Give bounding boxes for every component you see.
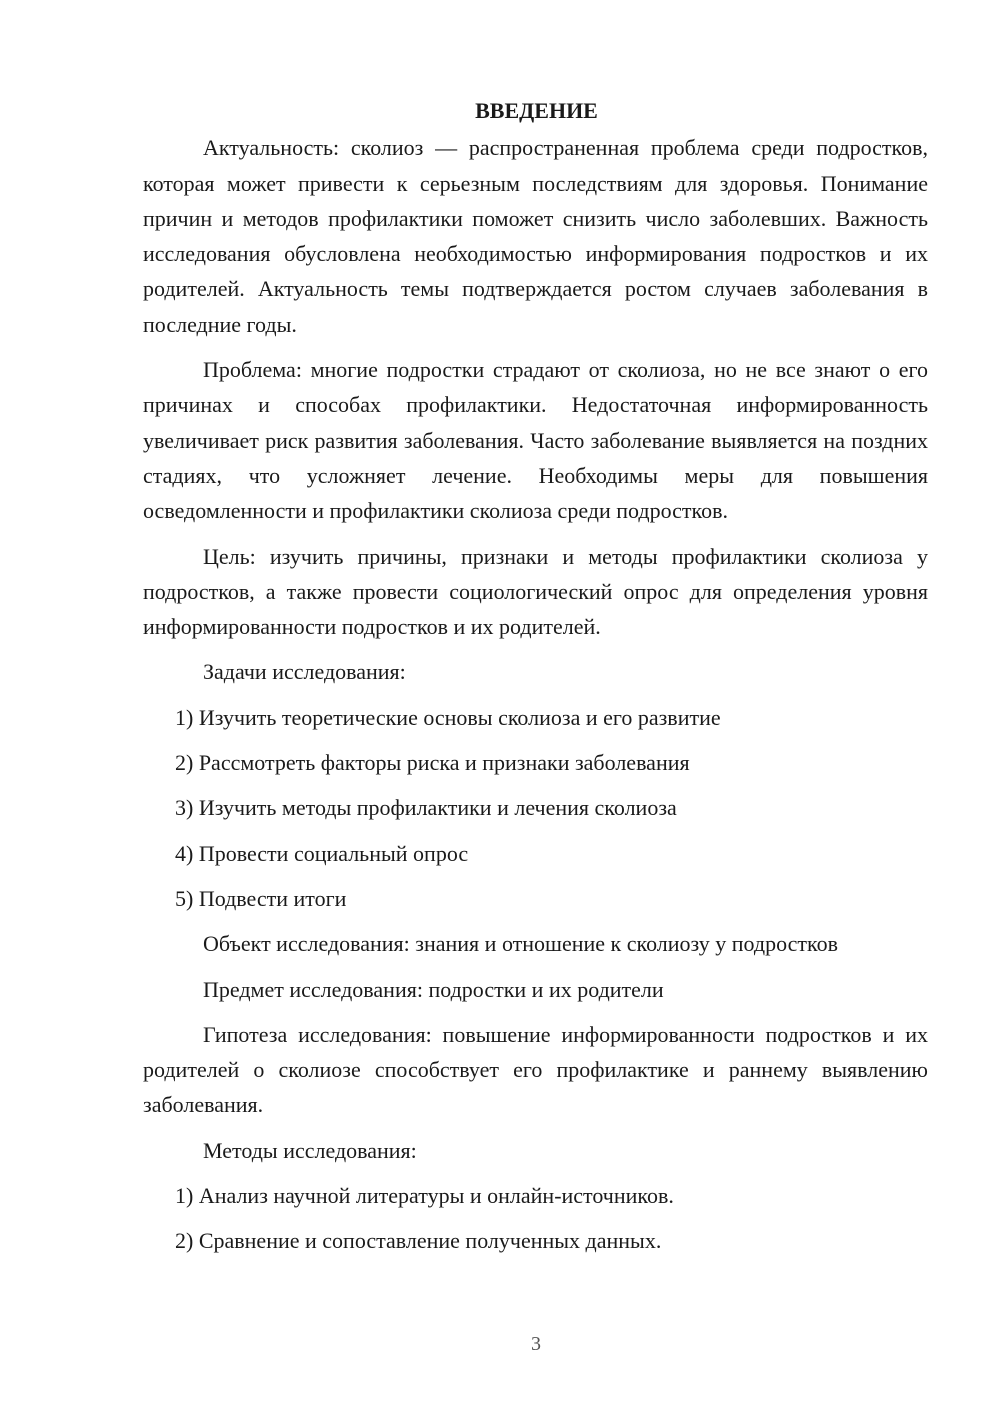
hypothesis-paragraph: Гипотеза исследования: повышение информированности подростков и их родителей о сколиозе способствует его профилактике и раннему выявлению заболевания. bbox=[143, 1021, 928, 1118]
method-item: 2) Сравнение и сопоставление полученных данных. bbox=[175, 1228, 662, 1254]
task-item: 1) Изучить теоретические основы сколиоза и его развитие bbox=[175, 704, 721, 730]
goal-paragraph: Цель: изучить причины, признаки и методы профилактики сколиоза у подростков, а также провести социологический опрос для определения уровня информированности подростков и их родителей. bbox=[143, 543, 928, 640]
problem-paragraph: Проблема: многие подростки страдают от сколиоза, но не все знают о его причинах и способах профилактики. Недостаточная информированность увеличивает риск развития заболевания. Часто заболевание выявляется на поздних стадиях, что усложняет лечение. Необходимы меры для повышения осведомленности и профилактики сколиоза среди подростков. bbox=[143, 357, 928, 524]
page-title: ВВЕДЕНИЕ bbox=[475, 98, 598, 123]
object-paragraph: Объект исследования: знания и отношение к сколиозу у подростков bbox=[203, 931, 838, 957]
task-item: 2) Рассмотреть факторы риска и признаки заболевания bbox=[175, 750, 690, 776]
task-item: 3) Изучить методы профилактики и лечения сколиоза bbox=[175, 795, 677, 821]
page-number: 3 bbox=[531, 1333, 541, 1355]
subject-paragraph: Предмет исследования: подростки и их родители bbox=[203, 976, 664, 1002]
methods-heading: Методы исследования: bbox=[203, 1137, 417, 1163]
method-item: 1) Анализ научной литературы и онлайн-источников. bbox=[175, 1183, 674, 1209]
relevance-paragraph: Актуальность: сколиоз — распространенная проблема среди подростков, которая может привести к серьезным последствиям для здоровья. Понимание причин и методов профилактики поможет снизить число заболевших. Важность исследования обусловлена необходимостью информирования подростков и их родителей. Актуальность темы подтверждается ростом случаев заболевания в последние годы. bbox=[143, 135, 928, 337]
task-item: 5) Подвести итоги bbox=[175, 885, 347, 911]
document-page bbox=[143, 93, 928, 1269]
task-item: 4) Провести социальный опрос bbox=[175, 840, 469, 866]
tasks-heading: Задачи исследования: bbox=[203, 659, 406, 685]
